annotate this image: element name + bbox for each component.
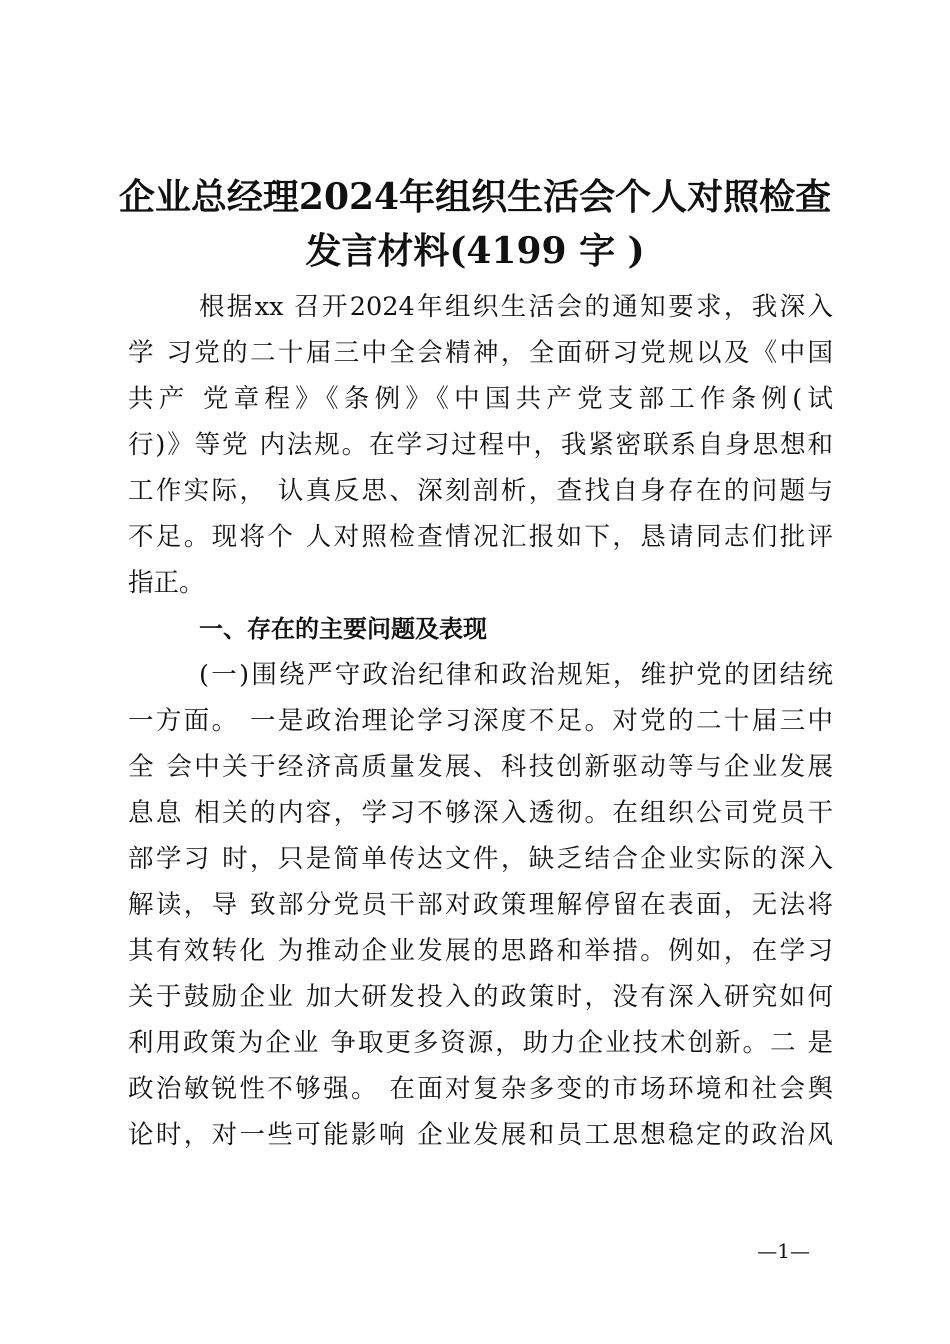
text-line: (一)围绕严守政治纪律和政治规矩，维护党的团结统 [199,660,833,690]
section-paragraph [128,652,833,1158]
text-line: 全 会中关于经济高质量发展、科技创新驱动等与企业发展 [128,752,833,782]
section-heading: 一、存在的主要问题及表现 [199,615,487,643]
title-line-1: 企业总经理2024年组织生活会个人对照检查 [118,176,832,218]
text-line: 政治敏锐性不够强。 在面对复杂多变的市场环境和社会舆 [128,1074,833,1104]
text-line: 关于鼓励企业 加大研发投入的政策时，没有深入研究如何 [128,982,833,1012]
text-line: 工作实际， 认真反思、深刻剖析，查找自身存在的问题与 [128,476,833,506]
text-line: 利用政策为企业 争取更多资源，助力企业技术创新。二 是 [128,1028,833,1058]
text-line: 息息 相关的内容，学习不够深入透彻。在组织公司党员干 [128,798,833,828]
title-line-2: 发言材料(4199 字 ) [305,230,645,272]
text-line: 根据xx 召开2024年组织生活会的通知要求，我深入 [199,292,833,322]
text-line: 共产 党章程》《条例》《中国共产党支部工作条例(试 [128,384,833,414]
text-line: 不足。现将个 人对照检查情况汇报如下，恳请同志们批评 [128,522,833,552]
page-number: —1— [757,1239,810,1263]
text-line: 其有效转化 为推动企业发展的思路和举措。例如，在学习 [128,936,833,966]
text-line: 学 习党的二十届三中全会精神，全面研习党规以及《中国 [128,338,833,368]
text-line: 一方面。 一是政治理论学习深度不足。对党的二十届三中 [128,706,833,736]
text-line: 论时，对一些可能影响 企业发展和员工思想稳定的政治风 [128,1120,833,1150]
text-line: 行)》等党 内法规。在学习过程中，我紧密联系自身思想和 [128,430,833,460]
document-body [128,284,833,1158]
intro-paragraph [128,284,833,606]
document-title [100,170,850,278]
text-line: 指正。 [128,568,205,598]
text-line: 解读，导 致部分党员干部对政策理解停留在表面，无法将 [128,890,833,920]
text-line: 部学习 时，只是简单传达文件，缺乏结合企业实际的深入 [128,844,833,874]
